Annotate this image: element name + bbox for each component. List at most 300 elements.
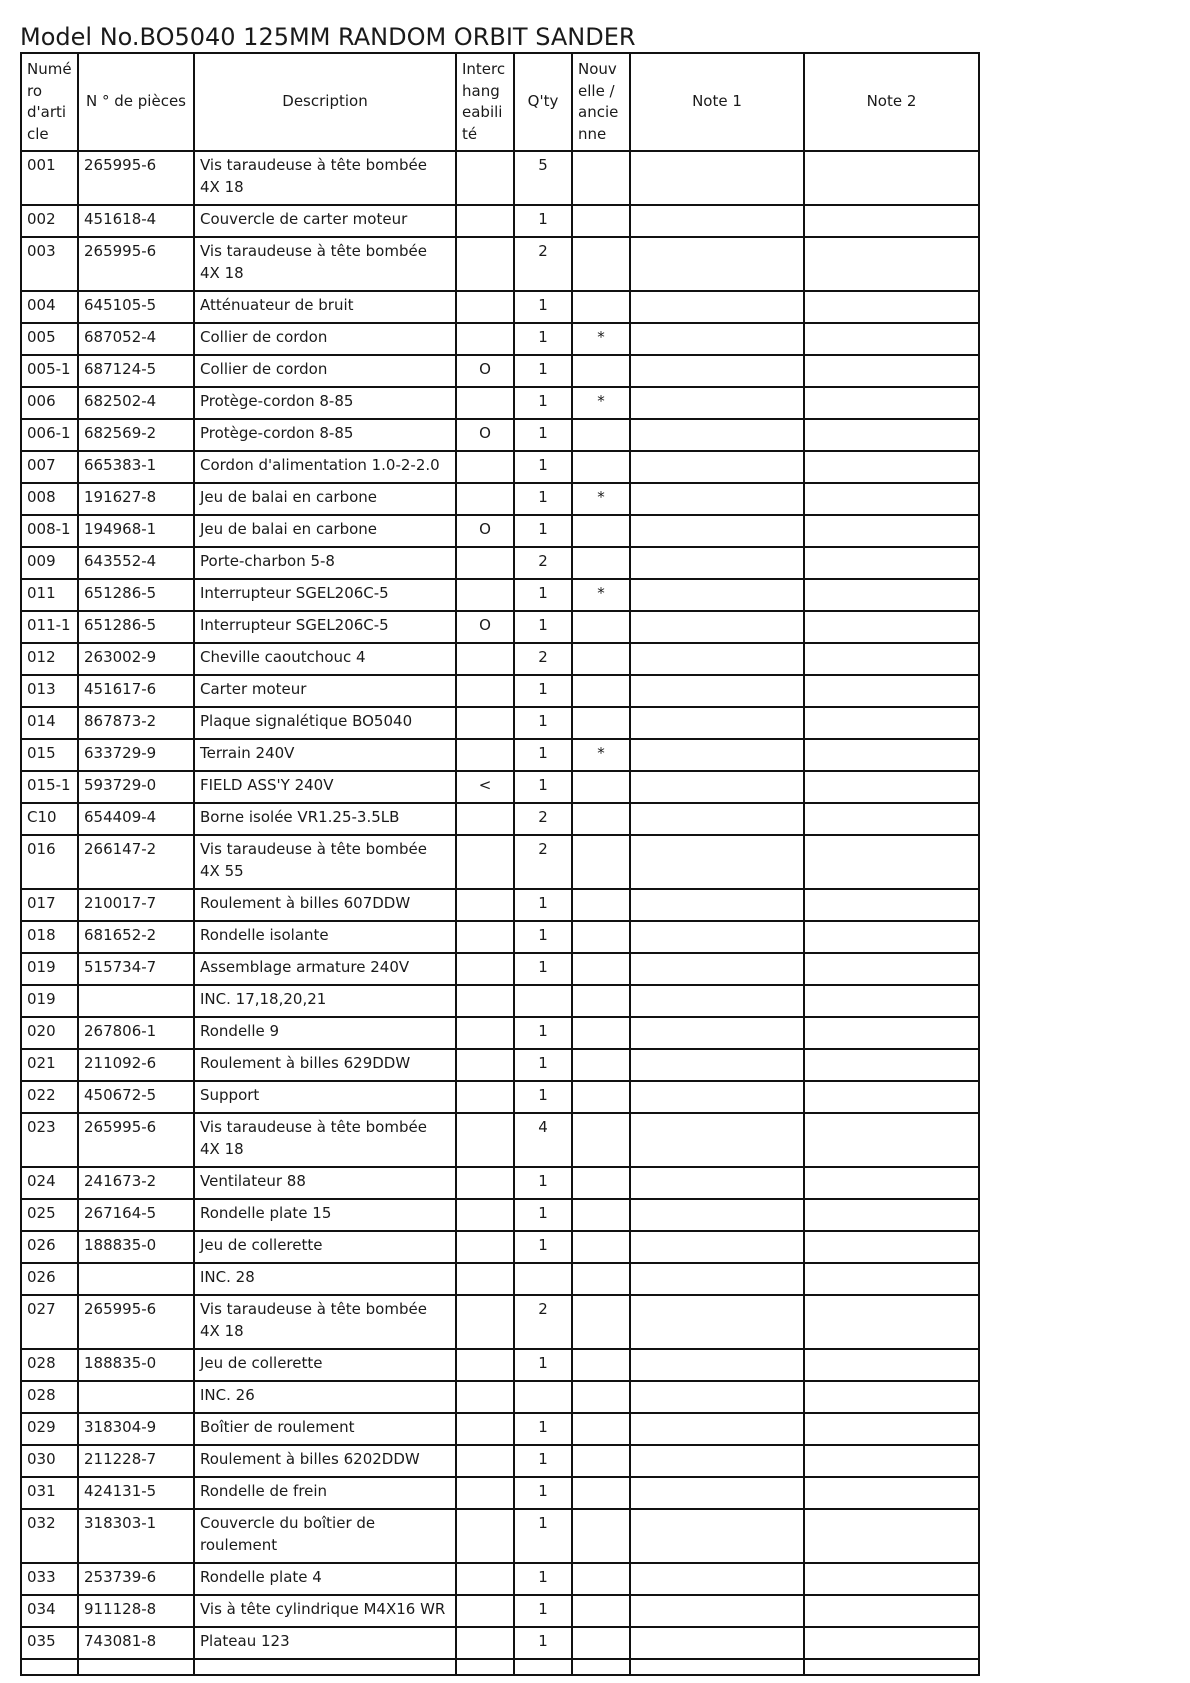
cell-new-old: [572, 1627, 630, 1659]
cell-description: Vis taraudeuse à tête bombée 4X 18: [194, 151, 456, 205]
cell-description: Cheville caoutchouc 4: [194, 643, 456, 675]
cell-item-no: 032: [21, 1509, 78, 1563]
cell-description: Jeu de collerette: [194, 1231, 456, 1263]
cell-note1: [630, 707, 804, 739]
cell-item-no: 028: [21, 1381, 78, 1413]
cell-part-no: 267806-1: [78, 1017, 194, 1049]
cell-note1: [630, 675, 804, 707]
cell-new-old: [572, 1295, 630, 1349]
cell-note1: [630, 205, 804, 237]
table-row: [21, 1349, 979, 1381]
cell-new-old: [572, 1049, 630, 1081]
cell-note1: [630, 1113, 804, 1167]
cell-qty: [514, 1263, 572, 1295]
cell-note2: [804, 579, 979, 611]
cell-description: Plaque signalétique BO5040: [194, 707, 456, 739]
cell-qty: 2: [514, 835, 572, 889]
cell-item-no: 005: [21, 323, 78, 355]
cell-new-old: [572, 1017, 630, 1049]
cell-part-no: 267164-5: [78, 1199, 194, 1231]
cell-interchangeability: [456, 547, 514, 579]
table-row: [21, 579, 979, 611]
cell-note1: [630, 483, 804, 515]
cell-part-no: 743081-8: [78, 1627, 194, 1659]
cell-note1: [630, 515, 804, 547]
header-description: Description: [194, 53, 456, 151]
cell-note2: [804, 151, 979, 205]
cell-item-no: 006: [21, 387, 78, 419]
cell-interchangeability: [456, 1199, 514, 1231]
cell-note1: [630, 387, 804, 419]
cell-part-no: 266147-2: [78, 835, 194, 889]
cell-note1: [630, 291, 804, 323]
cell-note1: [630, 921, 804, 953]
cell-qty: 1: [514, 739, 572, 771]
cell-qty: 1: [514, 323, 572, 355]
cell-qty: 1: [514, 1199, 572, 1231]
table-row: [21, 771, 979, 803]
cell-item-no: 019: [21, 985, 78, 1017]
cell-part-no: 188835-0: [78, 1231, 194, 1263]
cell-new-old: [572, 1445, 630, 1477]
cell-item-no: 004: [21, 291, 78, 323]
empty-cell: [630, 1659, 804, 1675]
cell-note2: [804, 515, 979, 547]
cell-description: Couvercle de carter moteur: [194, 205, 456, 237]
cell-part-no: 682569-2: [78, 419, 194, 451]
cell-new-old: [572, 1113, 630, 1167]
cell-interchangeability: [456, 707, 514, 739]
cell-interchangeability: [456, 1445, 514, 1477]
cell-note2: [804, 1595, 979, 1627]
table-row: [21, 1295, 979, 1349]
cell-qty: [514, 985, 572, 1017]
cell-note1: [630, 451, 804, 483]
cell-new-old: *: [572, 483, 630, 515]
cell-part-no: [78, 1263, 194, 1295]
cell-description: Ventilateur 88: [194, 1167, 456, 1199]
cell-part-no: 265995-6: [78, 237, 194, 291]
cell-note1: [630, 579, 804, 611]
cell-part-no: 643552-4: [78, 547, 194, 579]
cell-qty: 1: [514, 1627, 572, 1659]
table-row: [21, 739, 979, 771]
cell-interchangeability: [456, 675, 514, 707]
cell-description: Jeu de collerette: [194, 1349, 456, 1381]
cell-note1: [630, 237, 804, 291]
cell-item-no: 018: [21, 921, 78, 953]
cell-new-old: [572, 1349, 630, 1381]
cell-description: Atténuateur de bruit: [194, 291, 456, 323]
cell-note2: [804, 771, 979, 803]
table-row: [21, 547, 979, 579]
cell-note2: [804, 419, 979, 451]
cell-description: Carter moteur: [194, 675, 456, 707]
table-row-partial: [21, 1659, 979, 1675]
cell-qty: 1: [514, 1413, 572, 1445]
cell-interchangeability: [456, 1231, 514, 1263]
cell-part-no: 450672-5: [78, 1081, 194, 1113]
cell-note2: [804, 1509, 979, 1563]
cell-part-no: 318304-9: [78, 1413, 194, 1445]
cell-note2: [804, 1231, 979, 1263]
cell-new-old: [572, 953, 630, 985]
cell-qty: 1: [514, 515, 572, 547]
cell-qty: 1: [514, 1231, 572, 1263]
cell-qty: 2: [514, 237, 572, 291]
cell-note2: [804, 1199, 979, 1231]
table-row: [21, 151, 979, 205]
cell-note2: [804, 291, 979, 323]
table-row: [21, 1445, 979, 1477]
cell-interchangeability: [456, 643, 514, 675]
empty-cell: [456, 1659, 514, 1675]
cell-qty: 1: [514, 953, 572, 985]
cell-part-no: [78, 1381, 194, 1413]
cell-note2: [804, 323, 979, 355]
cell-item-no: 026: [21, 1231, 78, 1263]
cell-interchangeability: [456, 1349, 514, 1381]
cell-part-no: 645105-5: [78, 291, 194, 323]
cell-note1: [630, 1627, 804, 1659]
cell-interchangeability: [456, 1595, 514, 1627]
cell-note2: [804, 1017, 979, 1049]
cell-qty: 1: [514, 1017, 572, 1049]
cell-interchangeability: [456, 151, 514, 205]
cell-new-old: [572, 1167, 630, 1199]
table-row: [21, 419, 979, 451]
cell-qty: 1: [514, 205, 572, 237]
cell-note2: [804, 643, 979, 675]
cell-new-old: [572, 1563, 630, 1595]
cell-note2: [804, 237, 979, 291]
table-row: [21, 1477, 979, 1509]
cell-note1: [630, 1349, 804, 1381]
cell-note1: [630, 1413, 804, 1445]
cell-description: INC. 17,18,20,21: [194, 985, 456, 1017]
cell-item-no: 025: [21, 1199, 78, 1231]
cell-item-no: 013: [21, 675, 78, 707]
cell-new-old: [572, 1509, 630, 1563]
table-row: [21, 1113, 979, 1167]
cell-part-no: 651286-5: [78, 579, 194, 611]
cell-qty: 1: [514, 291, 572, 323]
table-row: [21, 483, 979, 515]
cell-description: Roulement à billes 629DDW: [194, 1049, 456, 1081]
cell-qty: 4: [514, 1113, 572, 1167]
header-note2: Note 2: [804, 53, 979, 151]
cell-item-no: 014: [21, 707, 78, 739]
cell-note1: [630, 1477, 804, 1509]
cell-part-no: 241673-2: [78, 1167, 194, 1199]
table-row: [21, 1263, 979, 1295]
table-row: [21, 1509, 979, 1563]
cell-description: Assemblage armature 240V: [194, 953, 456, 985]
cell-part-no: 265995-6: [78, 1113, 194, 1167]
cell-description: Rondelle de frein: [194, 1477, 456, 1509]
cell-description: Rondelle plate 4: [194, 1563, 456, 1595]
cell-description: Borne isolée VR1.25-3.5LB: [194, 803, 456, 835]
cell-part-no: 191627-8: [78, 483, 194, 515]
table-row: [21, 1081, 979, 1113]
table-row: [21, 451, 979, 483]
cell-description: Porte-charbon 5-8: [194, 547, 456, 579]
cell-note1: [630, 889, 804, 921]
cell-new-old: [572, 291, 630, 323]
cell-note1: [630, 643, 804, 675]
cell-qty: [514, 1381, 572, 1413]
cell-note1: [630, 611, 804, 643]
cell-note2: [804, 985, 979, 1017]
cell-new-old: [572, 355, 630, 387]
cell-interchangeability: [456, 323, 514, 355]
cell-interchangeability: [456, 889, 514, 921]
cell-note1: [630, 419, 804, 451]
cell-interchangeability: [456, 1167, 514, 1199]
cell-item-no: 034: [21, 1595, 78, 1627]
cell-new-old: [572, 547, 630, 579]
cell-description: Cordon d'alimentation 1.0-2-2.0: [194, 451, 456, 483]
cell-item-no: 015-1: [21, 771, 78, 803]
cell-note2: [804, 921, 979, 953]
cell-note2: [804, 483, 979, 515]
cell-interchangeability: [456, 579, 514, 611]
cell-interchangeability: [456, 1509, 514, 1563]
cell-note1: [630, 355, 804, 387]
cell-item-no: 008: [21, 483, 78, 515]
table-row: [21, 237, 979, 291]
cell-note1: [630, 547, 804, 579]
cell-qty: 5: [514, 151, 572, 205]
cell-note1: [630, 1017, 804, 1049]
cell-interchangeability: <: [456, 771, 514, 803]
cell-new-old: [572, 151, 630, 205]
cell-item-no: 007: [21, 451, 78, 483]
cell-interchangeability: O: [456, 515, 514, 547]
cell-description: Terrain 240V: [194, 739, 456, 771]
cell-note1: [630, 835, 804, 889]
cell-note2: [804, 707, 979, 739]
header-row: [21, 53, 979, 151]
empty-cell: [572, 1659, 630, 1675]
cell-note1: [630, 1295, 804, 1349]
cell-interchangeability: [456, 985, 514, 1017]
cell-note2: [804, 611, 979, 643]
cell-part-no: [78, 985, 194, 1017]
cell-qty: 1: [514, 1445, 572, 1477]
cell-item-no: 030: [21, 1445, 78, 1477]
cell-new-old: [572, 1381, 630, 1413]
header-qty: Q'ty: [514, 53, 572, 151]
cell-description: Rondelle 9: [194, 1017, 456, 1049]
cell-interchangeability: [456, 1477, 514, 1509]
cell-interchangeability: [456, 803, 514, 835]
cell-part-no: 263002-9: [78, 643, 194, 675]
cell-description: Interrupteur SGEL206C-5: [194, 579, 456, 611]
table-row: [21, 1627, 979, 1659]
table-row: [21, 323, 979, 355]
cell-qty: 1: [514, 889, 572, 921]
empty-cell: [514, 1659, 572, 1675]
cell-qty: 1: [514, 483, 572, 515]
cell-part-no: 515734-7: [78, 953, 194, 985]
cell-item-no: 028: [21, 1349, 78, 1381]
cell-interchangeability: [456, 1017, 514, 1049]
cell-description: Protège-cordon 8-85: [194, 419, 456, 451]
cell-interchangeability: [456, 387, 514, 419]
cell-description: Plateau 123: [194, 1627, 456, 1659]
cell-note1: [630, 1509, 804, 1563]
table-row: [21, 889, 979, 921]
cell-qty: 1: [514, 451, 572, 483]
cell-note2: [804, 1167, 979, 1199]
cell-qty: 1: [514, 419, 572, 451]
cell-interchangeability: [456, 1049, 514, 1081]
cell-note2: [804, 1477, 979, 1509]
cell-new-old: [572, 707, 630, 739]
cell-qty: 1: [514, 1595, 572, 1627]
table-row: [21, 707, 979, 739]
cell-new-old: *: [572, 323, 630, 355]
table-row: [21, 1167, 979, 1199]
cell-part-no: 188835-0: [78, 1349, 194, 1381]
cell-item-no: 031: [21, 1477, 78, 1509]
cell-item-no: 027: [21, 1295, 78, 1349]
table-row: [21, 291, 979, 323]
cell-item-no: 033: [21, 1563, 78, 1595]
cell-new-old: [572, 611, 630, 643]
cell-part-no: 681652-2: [78, 921, 194, 953]
cell-note1: [630, 1563, 804, 1595]
table-row: [21, 355, 979, 387]
cell-item-no: 005-1: [21, 355, 78, 387]
cell-note2: [804, 835, 979, 889]
cell-qty: 1: [514, 771, 572, 803]
cell-interchangeability: O: [456, 419, 514, 451]
cell-interchangeability: [456, 835, 514, 889]
cell-part-no: 665383-1: [78, 451, 194, 483]
cell-part-no: 253739-6: [78, 1563, 194, 1595]
cell-qty: 1: [514, 355, 572, 387]
cell-new-old: [572, 1263, 630, 1295]
cell-interchangeability: [456, 237, 514, 291]
table-row: [21, 515, 979, 547]
cell-note2: [804, 1627, 979, 1659]
cell-item-no: C10: [21, 803, 78, 835]
cell-qty: 1: [514, 611, 572, 643]
empty-cell: [804, 1659, 979, 1675]
cell-part-no: 424131-5: [78, 1477, 194, 1509]
cell-note1: [630, 1595, 804, 1627]
cell-part-no: 867873-2: [78, 707, 194, 739]
cell-part-no: 687052-4: [78, 323, 194, 355]
cell-item-no: 008-1: [21, 515, 78, 547]
cell-note1: [630, 739, 804, 771]
cell-qty: 1: [514, 707, 572, 739]
cell-description: Protège-cordon 8-85: [194, 387, 456, 419]
cell-interchangeability: O: [456, 355, 514, 387]
cell-description: Interrupteur SGEL206C-5: [194, 611, 456, 643]
table-row: [21, 835, 979, 889]
cell-note2: [804, 451, 979, 483]
cell-interchangeability: [456, 451, 514, 483]
table-row: [21, 643, 979, 675]
cell-note2: [804, 1563, 979, 1595]
cell-note2: [804, 739, 979, 771]
cell-description: Roulement à billes 6202DDW: [194, 1445, 456, 1477]
cell-new-old: *: [572, 387, 630, 419]
cell-part-no: 194968-1: [78, 515, 194, 547]
cell-description: Collier de cordon: [194, 323, 456, 355]
cell-qty: 1: [514, 1049, 572, 1081]
header-note1: Note 1: [630, 53, 804, 151]
cell-part-no: 651286-5: [78, 611, 194, 643]
cell-item-no: 035: [21, 1627, 78, 1659]
cell-interchangeability: [456, 483, 514, 515]
cell-note1: [630, 803, 804, 835]
cell-note2: [804, 1413, 979, 1445]
cell-description: Jeu de balai en carbone: [194, 515, 456, 547]
cell-new-old: [572, 803, 630, 835]
cell-item-no: 001: [21, 151, 78, 205]
cell-part-no: 682502-4: [78, 387, 194, 419]
cell-new-old: [572, 515, 630, 547]
cell-note1: [630, 323, 804, 355]
cell-qty: 1: [514, 675, 572, 707]
cell-new-old: [572, 1477, 630, 1509]
cell-new-old: [572, 1413, 630, 1445]
cell-note1: [630, 953, 804, 985]
cell-interchangeability: [456, 921, 514, 953]
cell-new-old: [572, 889, 630, 921]
cell-interchangeability: [456, 205, 514, 237]
table-row: [21, 205, 979, 237]
table-row: [21, 953, 979, 985]
cell-interchangeability: [456, 739, 514, 771]
cell-description: Roulement à billes 607DDW: [194, 889, 456, 921]
cell-part-no: 911128-8: [78, 1595, 194, 1627]
cell-interchangeability: [456, 1563, 514, 1595]
cell-item-no: 003: [21, 237, 78, 291]
cell-note1: [630, 1049, 804, 1081]
cell-description: Rondelle isolante: [194, 921, 456, 953]
empty-cell: [78, 1659, 194, 1675]
cell-description: Rondelle plate 15: [194, 1199, 456, 1231]
cell-qty: 2: [514, 1295, 572, 1349]
table-row: [21, 1017, 979, 1049]
table-row: [21, 675, 979, 707]
cell-part-no: 654409-4: [78, 803, 194, 835]
cell-item-no: 015: [21, 739, 78, 771]
cell-note1: [630, 771, 804, 803]
cell-new-old: [572, 205, 630, 237]
cell-note2: [804, 1263, 979, 1295]
cell-new-old: [572, 419, 630, 451]
cell-description: FIELD ASS'Y 240V: [194, 771, 456, 803]
cell-new-old: [572, 985, 630, 1017]
cell-note1: [630, 985, 804, 1017]
cell-item-no: 006-1: [21, 419, 78, 451]
cell-new-old: [572, 237, 630, 291]
cell-new-old: [572, 675, 630, 707]
header-item-no: Numéro d'article: [21, 53, 78, 151]
cell-qty: 1: [514, 1477, 572, 1509]
cell-item-no: 029: [21, 1413, 78, 1445]
page-title: Model No.BO5040 125MM RANDOM ORBIT SANDER: [20, 23, 636, 51]
cell-interchangeability: [456, 1627, 514, 1659]
cell-description: Vis taraudeuse à tête bombée 4X 18: [194, 237, 456, 291]
cell-note2: [804, 355, 979, 387]
